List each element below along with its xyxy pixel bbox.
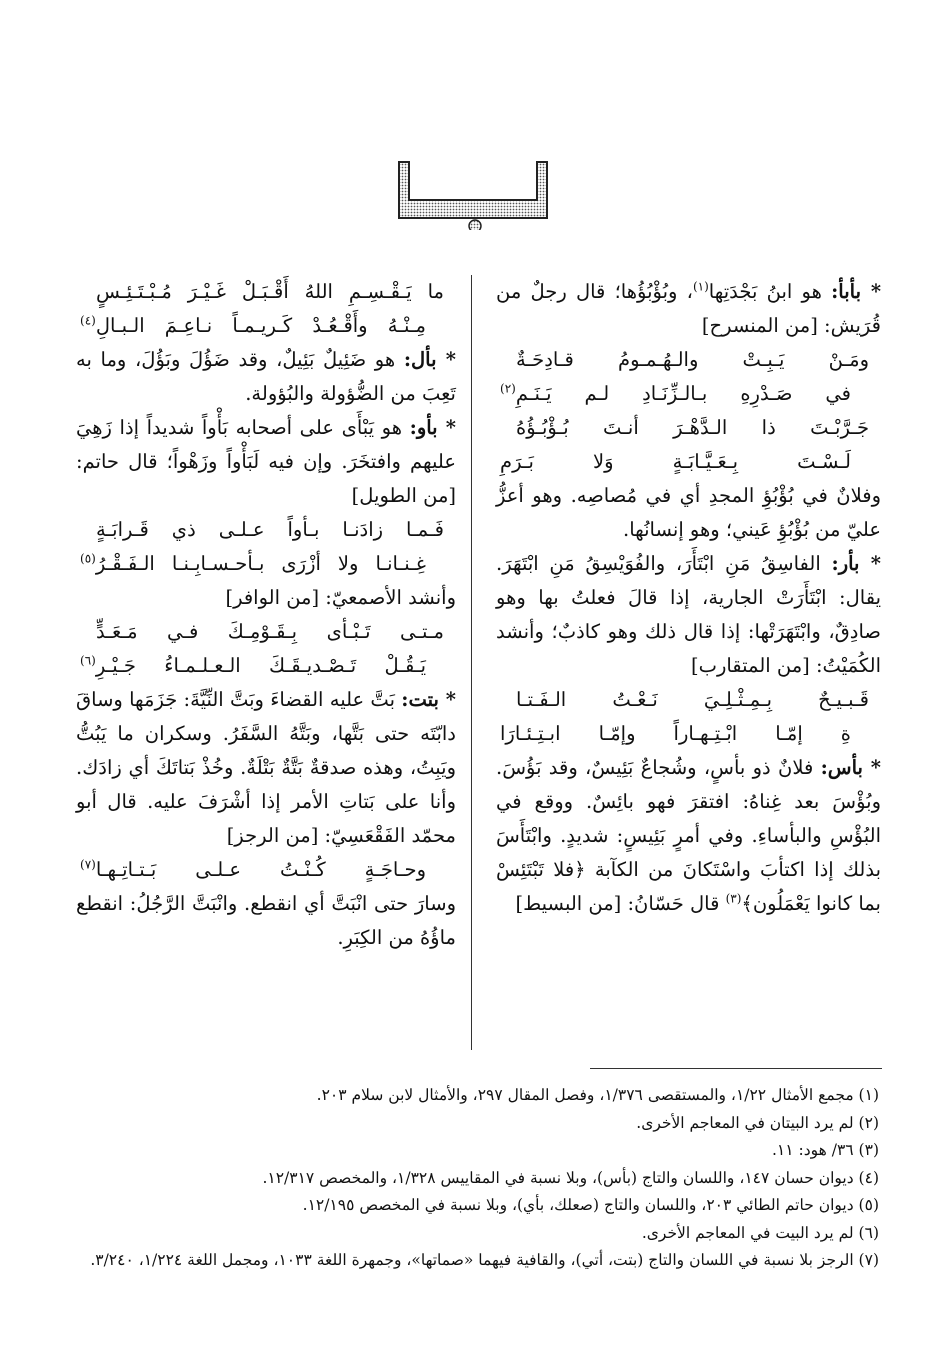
footnote-ref: (١): [692, 279, 709, 294]
entry-text: الفاسِقُ مَنِ ابْتَأَرَ، والفُوَيْسِقُ مَنِ ابْتَهَرَ. يقال: ابْتَأَرَتْ الجارية، إذا قالَ فعلتُ بها وهو صادِقٌ، وابْتَهَرَتْها: إذا قال ذلك وهو كاذبٌ؛ وأنشد الكُمَيْتُ: [من المتقارب]: [496, 552, 881, 677]
footnote: (٤) ديوان حسان ١٤٧، واللسان والتاج (بأس)، وبلا نسبة في المقاييس ١/٣٢٨، والمخصص ١٢/٣١٧.: [262, 1168, 879, 1187]
footnotes: [59, 1082, 879, 1275]
verse-hemistich: [76, 309, 456, 343]
verse-hemistich: مـتـى تَـبْـأى بِـقَـوْمِـكَ فـي مَـعَـدٍّ: [96, 620, 444, 643]
section-letter-graphic: [395, 160, 551, 216]
paragraph: وسارَ حتى انْبَتَّ أي انقطع. وانْبَتَّ الرَّجُلُ: انقطع ماؤُهُ من الكِبَرِ.: [76, 892, 456, 949]
entry-text: هو يَبْأَى على أصحابه بَأْواً شديداً إذا زَهِيَ عليهم وافتخَرَ. وإن فيه لَبَأْواً وزَهْواً؛ قال حاتم: [من الطويل]: [76, 416, 456, 507]
footnote-ref: (٢): [500, 381, 516, 396]
entry-baas: [496, 751, 881, 921]
headword: * بأو:: [409, 416, 456, 439]
verse-hemistich: [76, 649, 456, 683]
entry-baw: [76, 411, 456, 513]
entry-batt: [76, 683, 456, 853]
verse-text: مِـنْـهُ وأَقْـعُـدْ كَـريـمـاً نـاعِـمَ الـبـالِ: [95, 314, 426, 337]
verse-hemistich: [76, 547, 456, 581]
headword: * بأبأ:: [831, 280, 882, 303]
footnote-ref: (٧): [80, 857, 96, 872]
verse-hemistich: ما يَـقْـسِـمِ اللهُ أَقْـبَـلْ غَـيْـرَ مُـبْـتَـئِـسٍ: [96, 280, 444, 303]
footnote: (٣) ٣٦/ هود: ١١.: [771, 1141, 879, 1159]
headword: * بأس:: [820, 756, 882, 779]
section-header: [0, 150, 943, 250]
verse-text: غِـنـانـا ولا أزْرَى بـأحـسـابِـنـا الـفَـقْـرُ: [95, 552, 426, 575]
verse-hemistich: ةِ إمّـا ابْـتِـهـاراً وإمّـا ابـتِـئـارَا: [500, 722, 851, 745]
headword: * بأر:: [831, 552, 881, 575]
footnote: (٢) لم يرد البيتان في المعاجم الأخرى.: [636, 1113, 879, 1132]
footnote: (١) مجمع الأمثال ١/٢٢، والمستقصى ١/٣٧٦، وفصل المقال ٢٩٧، والأمثال لابن سلام ٢٠٣.: [316, 1086, 879, 1104]
headword: * بأل:: [403, 348, 456, 371]
verse-hemistich: فَـمـا زادَنـا بـأواً عـلـى ذي قَـرابَـةٍ: [96, 518, 444, 541]
entry-text: فلانٌ ذو بأسٍ، وشُجاعٌ بَئِيسٌ، وقد بَؤُسَ. وبُؤْسَ بعد غِناهُ: افتقرَ فهو بائِسٌ. ووقع في البُؤْسِ والبأساءِ. وفي أمرٍ بَئِيسٍ: شديدٍ. وابْتَأَسَ بذلك إذا اكتأبَ واسْتَكانَ من الكآبة ﴿فلا تَبْتَئِسْ بما كانوا يَعْمَلُون﴾: [496, 756, 881, 915]
right-column: [496, 275, 881, 921]
verse-hemistich: ومَـنْ يَـبِـتْ والـهُـمـومُ قـادِحَـةٌ: [516, 348, 869, 371]
verse-hemistich: [76, 853, 456, 887]
entry-text: ، وبُؤْبُؤُها؛ قال رجلٌ من قُرَيش: [من المنسرح]: [496, 280, 881, 337]
footnote: (٦) لم يرد البيت في المعاجم الأخرى.: [641, 1223, 879, 1242]
footnote-separator: [590, 1068, 882, 1069]
entry-baar: [496, 547, 881, 683]
headword: * بتت:: [401, 688, 456, 711]
footnote: (٥) ديوان حاتم الطائي ٢٠٣، واللسان والتاج (صعلك، بأي)، وبلا نسبة في المخصص ١٢/١٩٥.: [302, 1196, 879, 1214]
paragraph: وأنشد الأصمعيّ: [من الوافر]: [225, 586, 456, 609]
footnote: (٧) الرجز بلا نسبة في اللسان والتاج (بتت، أتي)، والقافية فيهما «صماتها»، وجمهرة اللغة ١٠٣٣، ومجمل اللغة ١/٢٢٤، ٣/٢٤٠.: [90, 1251, 879, 1269]
verse-hemistich: قَـبـيـحٌ بِـمِـثْـلِـيَ نَـعْـتُ الـفَـتـا: [516, 688, 869, 711]
footnote-ref: (٣): [725, 891, 742, 906]
entry-baal: [76, 343, 456, 411]
column-divider: [471, 275, 472, 1050]
verse-text: وحـاجَـةٍ كُـنْـتُ عـلـى بَـتـاتِـهـا: [95, 858, 426, 881]
entry-text: هو ابنُ بَجْدَتِها: [708, 280, 832, 303]
verse-text: في صَـدْرِهِ بـالـزِّنَـادِ لـم يَـنَـمِ: [515, 382, 851, 405]
verse-hemistich: جَـرَّبْـتَ ذا الـدَّهْـرَ أنـتَ بُـؤْبُـؤُهُ: [516, 416, 869, 439]
entry-text: قال حَسّانُ: [من البسيط]: [515, 892, 726, 915]
footnote-ref: (٦): [80, 653, 96, 668]
entry-baaba: [496, 275, 881, 343]
footnote-ref: (٥): [80, 551, 96, 566]
paragraph: وفلانٌ في بُؤْبُؤِ المجدِ أي في مُصاصِه. وهو أعزُّ عليّ من بُؤْبُؤِ عَيني؛ وهو إنسانُها.: [496, 484, 881, 541]
left-column: [76, 275, 456, 955]
entry-text: هو ضَئِيلٌ بَئِيلٌ، وقد ضَؤُلَ وبَؤُلَ، وما به تَعِبَ من الضُّؤولة والبُؤولة.: [76, 348, 456, 405]
verse-text: يَـقُـلْ تَـصْـديـقَـكَ الـعـلـمـاءُ جَـيْـرِ: [95, 654, 426, 677]
entry-text: بَتَّ عليه القضاءَ وبَتَّ النِّيَّةَ: جَزَمَها وساقَ دابّتَه حتى بَتَّها، وبَتَّهُ السَّفَرُ. وسكران ما يَبُتُّ ويَبِتُ، وهذه صدقةٌ بَتَّةٌ بَتْلَةٌ. وخُذْ بَتاتَكَ أي زادَك. وأنا على بَتاتِ الأمر إذا أشْرَفَ عليه. قال أبو محمّد الفَقْعَسِيّ: [من الرجز]: [76, 688, 456, 847]
verse-hemistich: [496, 377, 881, 411]
verse-hemistich: لَـسْـتَ بِـعَـيَّـابَـةٍ وَلا بَـرَمِ: [500, 450, 851, 473]
footnote-ref: (٤): [80, 313, 96, 328]
